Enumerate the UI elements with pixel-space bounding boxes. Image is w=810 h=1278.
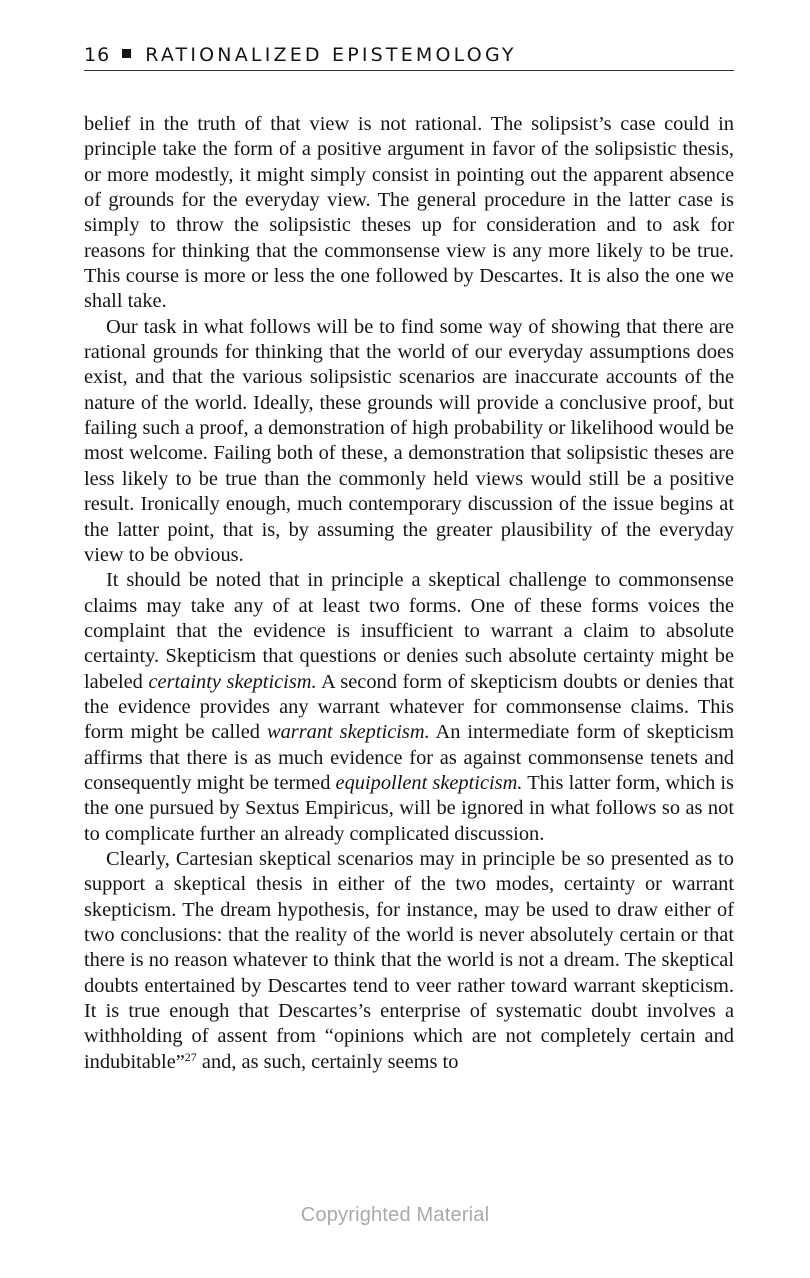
running-head-title: RATIONALIZED EPISTEMOLOGY (145, 44, 517, 66)
paragraph-4 (84, 847, 734, 1075)
paragraph-3 (84, 568, 734, 847)
running-head (84, 40, 734, 70)
term-certainty-skepticism: certainty skepticism. (148, 670, 317, 693)
page-number: 16 (84, 44, 111, 66)
footnote-marker: 27 (184, 1049, 197, 1064)
body-text (84, 112, 734, 1075)
paragraph-3-text-a: It should be noted that in principle a skeptical challenge to commonsense claims may take any of at least two forms. One of these forms voices the complaint that the evidence is insufficient to warrant a claim to absolute certainty. Skepticism that questions or denies such absolute certainty might be labeled (84, 569, 734, 693)
paragraph-1: belief in the truth of that view is not rational. The solipsist’s case could in principle take the form of a positive argument in favor of the solipsistic thesis, or more modestly, it might simply consist in pointing out the apparent absence of grounds for the everyday view. The general procedure in the latter case is simply to throw the solipsistic theses up for consideration and to ask for reasons for thinking that the commonsense view is any more likely to be true. This course is more or less the one followed by Descartes. It is also the one we shall take. (84, 113, 734, 313)
paragraph-2: Our task in what follows will be to find some way of showing that there are rational grounds for thinking that the world of our everyday assumptions does exist, and that the various solipsistic scenarios are inaccurate accounts of the nature of the world. Ideally, these grounds will provide a conclusive proof, but failing such a proof, a demonstration of high probability or likelihood would be most welcome. Failing both of these, a demonstration that solipsistic theses are less likely to be true than the commonly held views would still be a positive result. Ironically enough, much contemporary discussion of the issue begins at the latter point, that is, by assuming the greater plausibility of the everyday view to be obvious. (84, 315, 734, 566)
copyright-watermark: Copyrighted Material (300, 1204, 490, 1226)
square-bullet-icon (122, 49, 131, 58)
paragraph-4-text-b: and, as such, certainly seems to (196, 1050, 459, 1073)
paragraph-3-text-d: This latter form, which is the one pursued by Sextus Empiricus, will be ignored in what follows so as not to complicate further an already complicated discussion. (84, 771, 734, 845)
header-rule (84, 70, 734, 71)
paragraph-4-text-a: Clearly, Cartesian skeptical scenarios may in principle be so presented as to support a skeptical thesis in either of the two modes, certainty or warrant skepticism. The dream hypothesis, for instance, may be used to draw either of two conclusions: that the reality of the world is never absolutely certain or that there is no reason whatever to think that the world is not a dream. The skeptical doubts entertained by Descartes tend to veer rather toward warrant skepticism. It is true enough that Descartes’s enterprise of systematic doubt involves a withholding of assent from “opinions which are not completely certain and indubitable” (84, 847, 734, 1073)
term-equipollent-skepticism: equipollent skepticism. (335, 771, 523, 794)
paragraph-3-text-c: An intermediate form of skepticism affirms that there is as much evidence for as against commonsense tenets and consequently might be termed (84, 721, 735, 794)
paragraph-3-text-b: A second form of skepticism doubts or denies that the evidence provides any warrant whatever for commonsense claims. This form might be called (84, 670, 734, 744)
term-warrant-skepticism: warrant skepticism. (266, 721, 430, 744)
